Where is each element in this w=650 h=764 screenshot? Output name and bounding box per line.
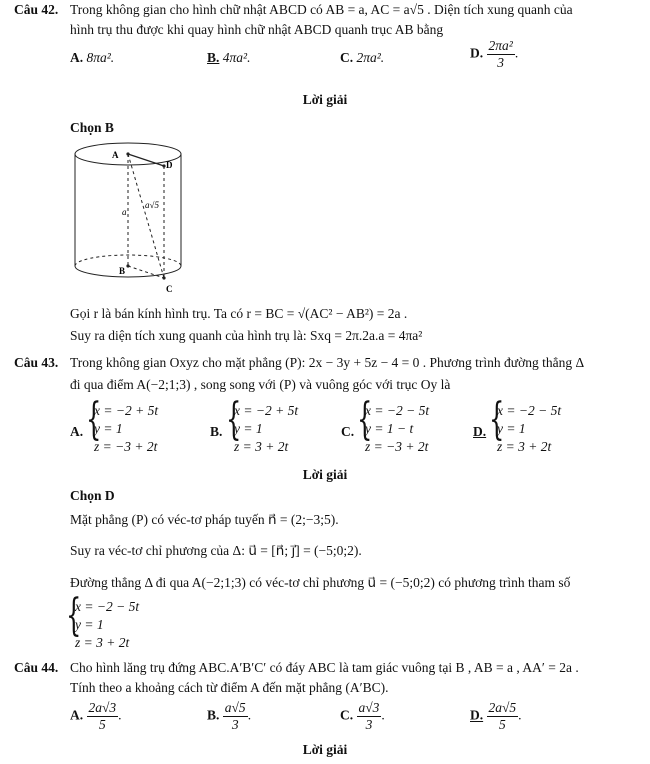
fig-label-d-point: D xyxy=(166,160,173,170)
q43-solution-line3: Đường thẳng Δ đi qua A(−2;1;3) có véc-tơ chỉ phương u⃗ = (−5;0;2) có phương trình tham số xyxy=(70,575,571,590)
q44-option-b: B. $\frac{a√5}{3}$ . xyxy=(207,700,252,732)
q42-solution-line1: Gọi r là bán kính hình trụ. Ta có r = BC = √(AC² − AB²) = 2a . xyxy=(70,306,408,321)
fig-label-b-point: B xyxy=(119,266,126,276)
fig-label-a-length: a xyxy=(122,207,127,217)
q42-line2: hình trụ thu được khi quay hình chữ nhật ABCD quanh trục AB bằng xyxy=(70,22,444,37)
q44-option-d: D. $\frac{2a√5}{5}$ . xyxy=(470,700,522,732)
cylinder-figure xyxy=(72,140,192,300)
q42-option-a: A. 8πa². xyxy=(70,50,115,65)
q44-line1: Cho hình lăng trụ đứng ABC.A′B′C′ có đáy ABC là tam giác vuông tại B , AB = a , AA′ = 2a . xyxy=(70,660,579,675)
q42-option-c: C. 2πa². xyxy=(340,50,385,65)
q43-solution-title: Lời giải xyxy=(302,467,348,482)
q42-line1: Trong không gian cho hình chữ nhật ABCD có AB = a, AC = a√5 . Diện tích xung quanh của xyxy=(70,2,573,17)
q43-solution-line2: Suy ra véc-tơ chỉ phương của Δ: u⃗ = [n⃗; j⃗] = (−5;0;2). xyxy=(70,543,362,558)
fig-label-a5-length: a√5 xyxy=(145,200,159,210)
fig-label-a-point: A xyxy=(112,150,119,160)
q42-choice: Chọn B xyxy=(70,120,114,135)
q43-choice: Chọn D xyxy=(70,488,115,503)
q44-line2: Tính theo a khoảng cách từ điểm A đến mặt phẳng (A′BC). xyxy=(70,680,389,695)
q44-solution-title: Lời giải xyxy=(302,742,348,757)
q42-option-b: B. 4πa². xyxy=(207,50,251,65)
q43-line1: Trong không gian Oxyz cho mặt phẳng (P): 2x − 3y + 5z − 4 = 0 . Phương trình đường thẳng Δ xyxy=(70,355,585,370)
q44-option-c: C. $\frac{a√3}{3}$ . xyxy=(340,700,385,732)
q43-line2: đi qua điểm A(−2;1;3) , song song với (P) và vuông góc với trục Oy là xyxy=(70,377,451,392)
q42-label: Câu 42. xyxy=(14,2,59,17)
q43-solution-line1: Mặt phẳng (P) có véc-tơ pháp tuyến n⃗ = (2;−3;5). xyxy=(70,512,339,527)
q44-option-a: A. $\frac{2a√3}{5}$ . xyxy=(70,700,122,732)
q42-option-d: D. $\frac{\text{2πa²}}{3}$ . xyxy=(470,38,519,70)
q42-solution-title: Lời giải xyxy=(302,92,348,107)
q44-label: Câu 44. xyxy=(14,660,59,675)
fig-label-c-point: C xyxy=(166,284,173,294)
q43-label: Câu 43. xyxy=(14,355,59,370)
q42-solution-line2: Suy ra diện tích xung quanh của hình trụ là: Sxq = 2π.2a.a = 4πa² xyxy=(70,328,423,343)
